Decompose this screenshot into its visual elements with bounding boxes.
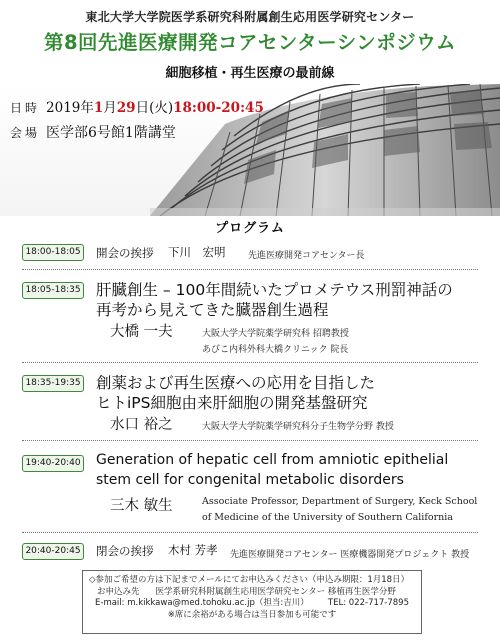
session-2-title-line-1: 肝臓創生 – 100年間続いたプロメテウス刑罰神話の [96,281,453,299]
session-1-time: 18:00-18:05 [22,244,84,261]
session-3-title-line-1: 創薬および再生医療への応用を目指した [96,374,376,392]
session-3-speaker: 水口 裕之 [110,417,173,433]
session-2-time: 18:05-18:35 [22,282,84,299]
session-2-title-line-2: 再考から見えてきた臓器創生過程 [96,301,329,319]
session-4-affiliation-2: of Medicine of the University of Southern California [202,512,453,523]
session-4-time: 19:40-20:40 [22,455,84,472]
date-weekday: 日(火) [135,100,174,116]
session-1-label: 開会の挨拶 [96,246,154,260]
destination-key: お申込み先 [97,586,140,597]
session-4-title-line-2: stem cell for congenital metabolic disorders [96,472,404,488]
date-year: 2019年 [46,100,94,116]
separator-1 [22,269,478,270]
program-heading: プログラム [215,221,285,236]
session-4-title-line-1: Generation of hepatic cell from amniotic epithelial [96,452,449,468]
session-5-speaker: 木村 芳孝 [168,543,218,557]
page-subtitle: 細胞移植・再生医療の最前線 [165,66,335,81]
session-5-label: 閉会の挨拶 [96,544,154,558]
session-2-affiliation-2: あびこ内科外科大橋クリニック 院長 [202,345,349,355]
session-3-affiliation: 大阪大学大学院薬学研究科分子生物学分野 教授 [202,422,394,432]
header-org: 東北大学大学院医学系研究科附属創生応用医学研究センター [85,10,415,24]
destination-dept: 医学系研究科附属創生応用医学研究センター 移植再生医学分野 [155,586,396,597]
registration-box [82,570,422,634]
separator-4 [22,532,478,533]
page-title: 第8回先進医療開発コアセンターシンポジウム [43,31,457,54]
contact-email[interactable]: E-mail: m.kikkawa@med.tohoku.ac.jp（担当:吉川） [95,598,309,608]
session-4-speaker: 三木 敏生 [110,498,173,514]
date-month-unit: 月 [103,100,117,116]
session-5-time: 20:40-20:45 [22,543,84,560]
date-month: 1 [93,100,104,116]
session-3-time: 18:35-19:35 [22,375,84,392]
contact-tel: TEL: 022-717-7895 [327,598,409,608]
separator-3 [22,440,478,441]
venue-name: 医学部6号館1階講堂 [46,125,176,141]
separator-2 [22,362,478,363]
session-5-affiliation: 先進医療開発コアセンター 医療機器開発プロジェクト 教授 [230,550,470,560]
session-1-speaker: 下川 宏明 [168,245,226,259]
registration-destination [89,587,415,599]
date-time: 18:00-20:45 [173,100,264,116]
session-4-affiliation-1: Associate Professor, Department of Surgery, Keck School [202,496,478,507]
contact-row [89,598,415,610]
event-venue [10,122,176,142]
event-date [10,96,264,116]
session-2-affiliation-1: 大阪大学大学院薬学研究科 招聘教授 [202,329,349,339]
session-3-title-line-2: ヒトiPS細胞由来肝細胞の開発基盤研究 [96,394,368,412]
date-day: 29 [116,100,136,116]
registration-instruction: ◇参加ご希望の方は下記までメールにてお申込みください（申込み期限：1月18日） [89,575,410,585]
date-key: 日時 [10,101,41,115]
session-2-speaker: 大橋 一夫 [110,324,173,340]
session-1-affiliation: 先進医療開発コアセンター長 [248,251,365,261]
walk-in-note: ※席に余裕がある場合は当日参加も可能です [167,609,337,620]
venue-key: 会場 [10,126,41,140]
